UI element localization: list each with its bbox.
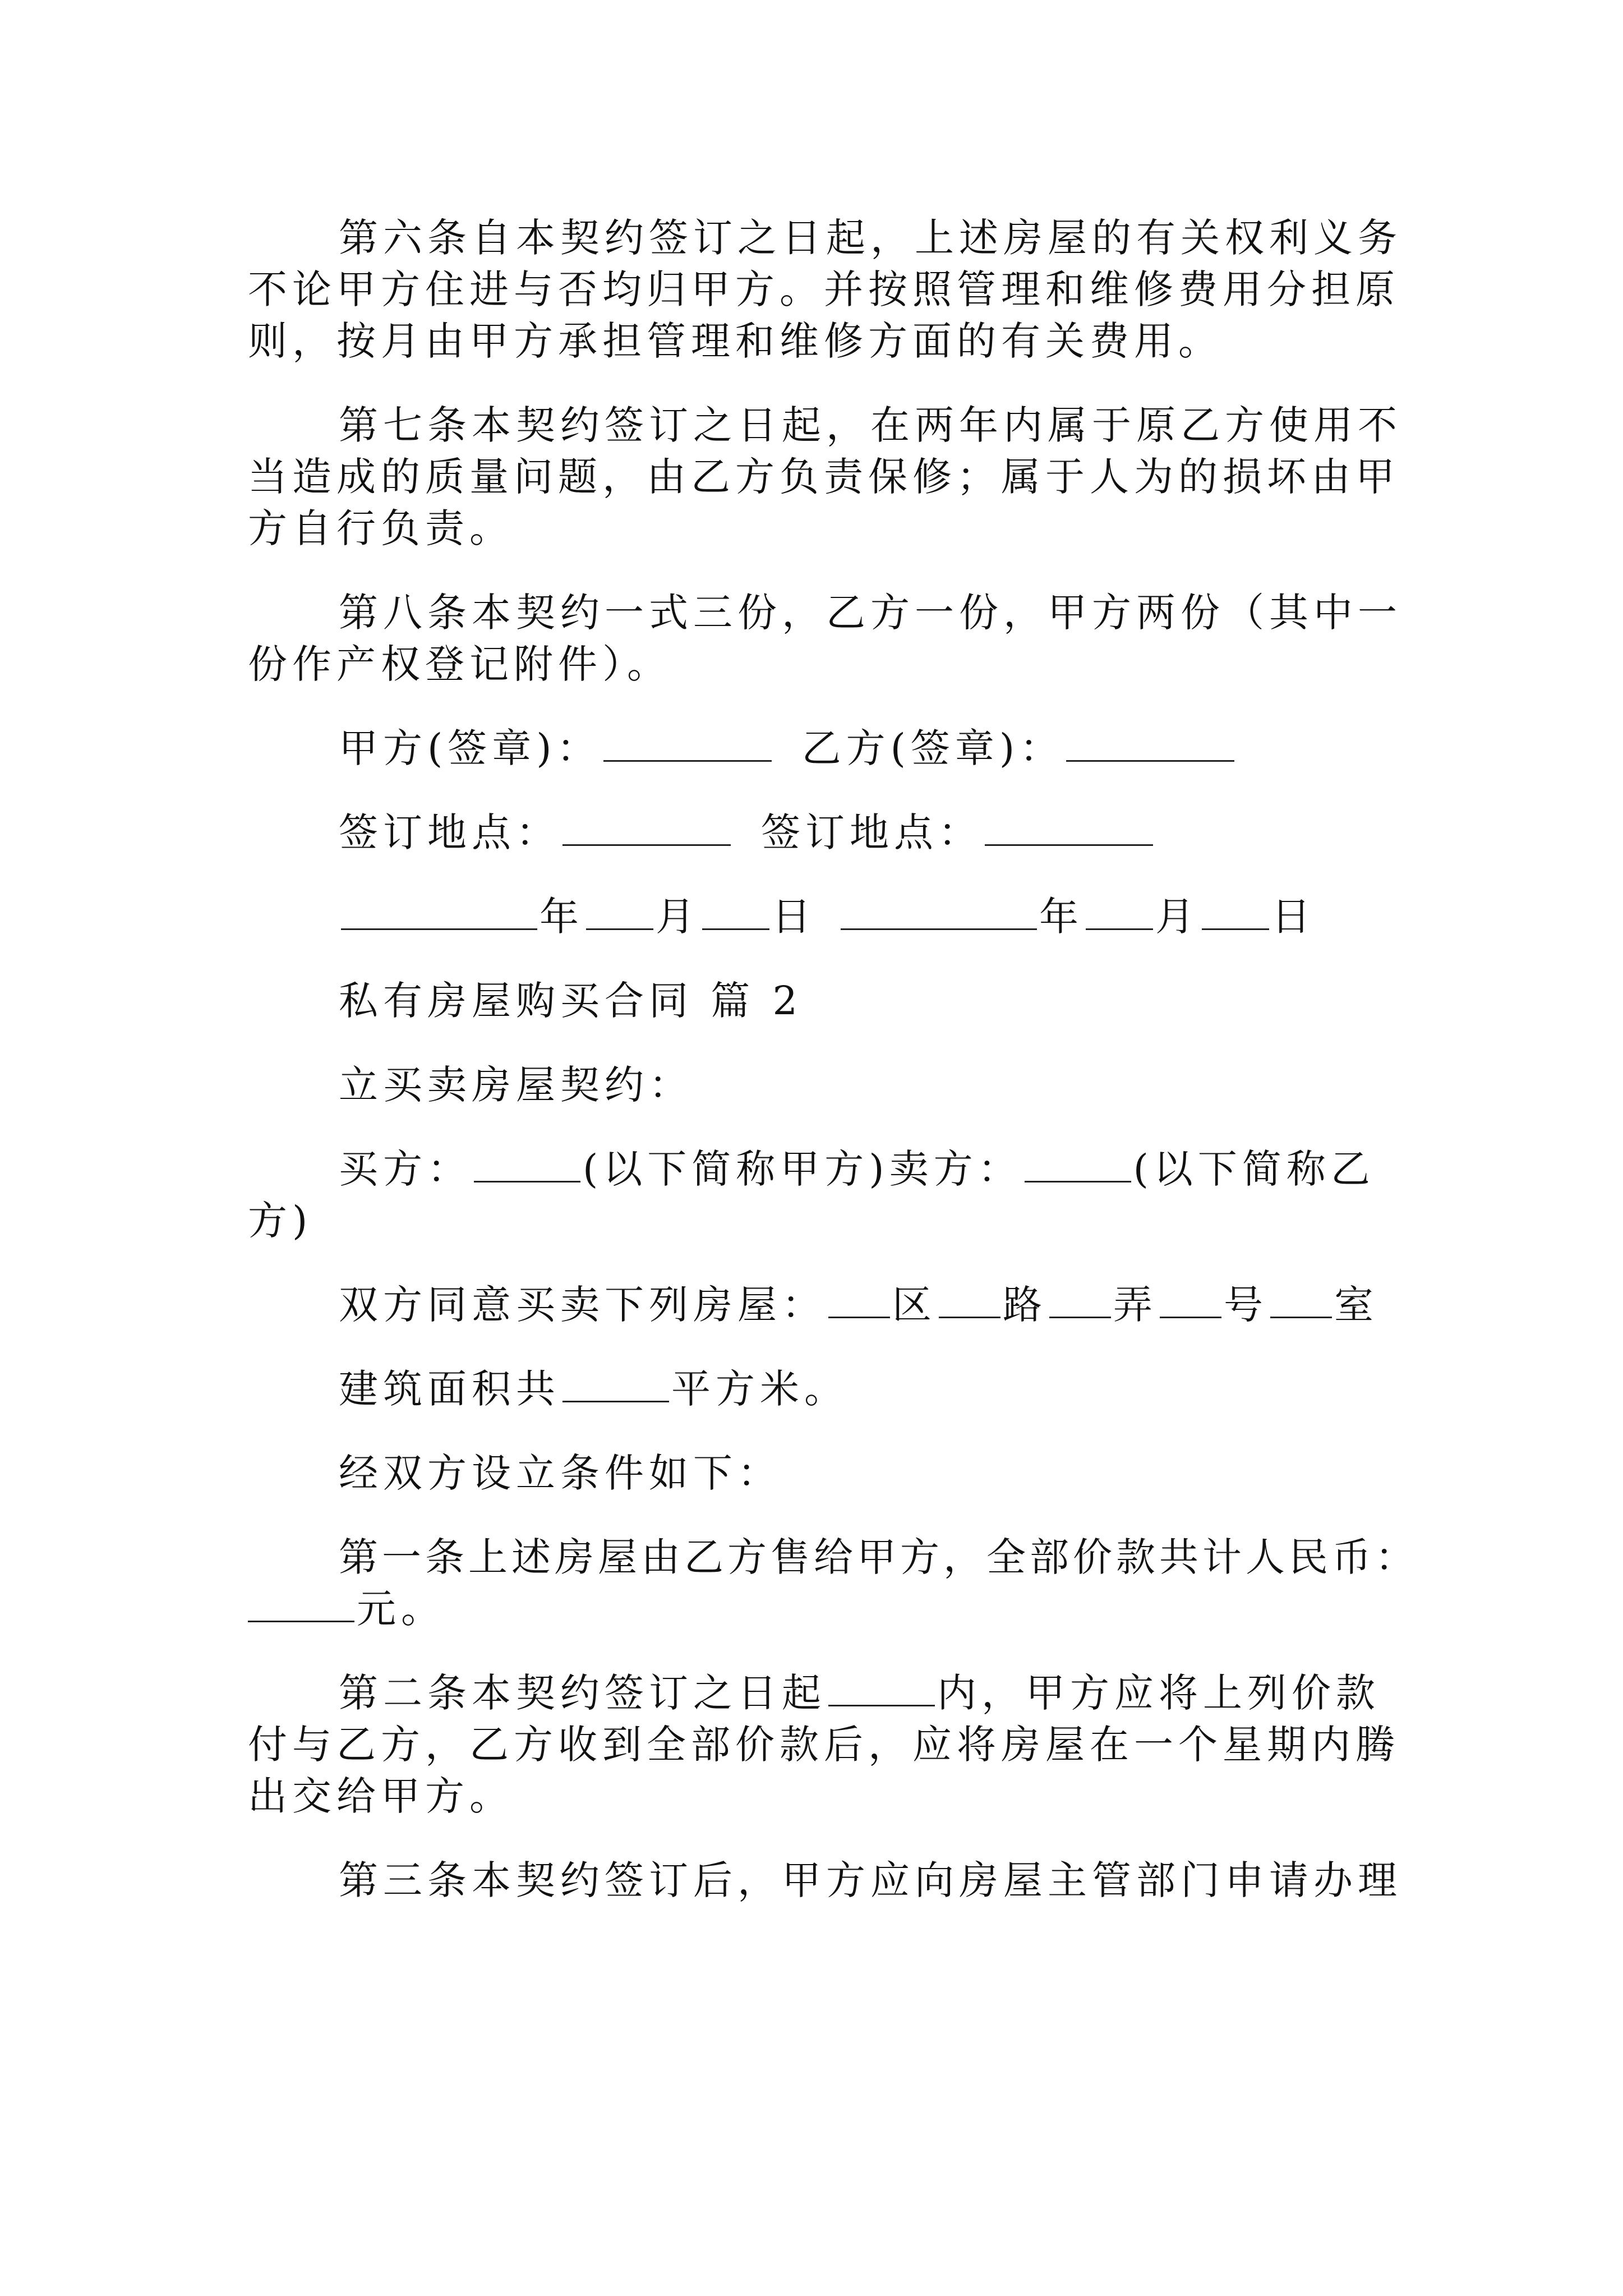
parties-paragraph — [248, 1143, 1386, 1246]
signing-place-b-blank — [985, 807, 1153, 846]
article-8-line-2: 份作产权登记附件）。 — [248, 641, 671, 687]
house-address-row — [248, 1279, 1386, 1331]
seller-label: 卖方： — [889, 1146, 1022, 1192]
date-b-day-blank — [1202, 891, 1269, 930]
room-blank — [1270, 1280, 1332, 1318]
district-label: 区 — [892, 1282, 937, 1328]
article-6-line-1: 第六条自本契约签订之日起，上述房屋的有关权利义务 — [339, 215, 1402, 261]
date-a-year-label: 年 — [540, 894, 584, 940]
signing-place-a-label: 签订地点： — [339, 809, 560, 855]
date-b-year-label: 年 — [1039, 894, 1083, 940]
article-1-line-2 — [248, 1583, 1386, 1635]
article-2-line-3: 出交给甲方。 — [248, 1773, 514, 1819]
date-b-month-blank — [1086, 891, 1153, 930]
article-6-line-3: 则，按月由甲方承担管理和维修方面的有关费用。 — [248, 318, 1223, 364]
signature-row — [248, 723, 1386, 774]
party-a-signature-label: 甲方(签章)： — [339, 725, 601, 771]
section-2-title: 私有房屋购买合同 篇 2 — [339, 978, 803, 1024]
house-lead: 双方同意买卖下列房屋： — [339, 1282, 826, 1328]
price-blank — [248, 1584, 354, 1622]
building-area-row — [248, 1363, 1386, 1415]
party-a-signature-blank — [603, 723, 772, 762]
article-7-line-2: 当造成的质量问题，由乙方负责保修；属于人为的损坏由甲 — [248, 454, 1400, 500]
article-1-line-1: 第一条上述房屋由乙方售给甲方，全部价款共计人民币： — [339, 1534, 1418, 1580]
area-unit: 平方米。 — [671, 1366, 849, 1412]
buyer-label: 买方： — [339, 1146, 472, 1192]
date-b-month-label: 月 — [1155, 894, 1200, 940]
price-unit: 元。 — [357, 1586, 445, 1632]
article-8-line-1: 第八条本契约一式三份，乙方一份，甲方两份（其中一 — [339, 590, 1402, 636]
date-b-day-label: 日 — [1271, 894, 1316, 940]
date-a-day-blank — [702, 891, 769, 930]
number-blank — [1160, 1280, 1221, 1318]
date-a-day-label: 日 — [772, 894, 816, 940]
lane-blank — [1049, 1280, 1111, 1318]
article-2-cont: 内，甲方应将上列价款 — [937, 1670, 1380, 1716]
signing-place-a-blank — [562, 807, 731, 846]
contract-body — [248, 212, 1418, 1906]
room-label: 室 — [1334, 1282, 1378, 1328]
party-b-signature-blank — [1066, 723, 1234, 762]
signing-place-row — [248, 807, 1386, 858]
area-lead: 建筑面积共 — [339, 1366, 560, 1412]
seller-note: (以下简称乙 — [1133, 1146, 1375, 1192]
payment-period-blank — [828, 1668, 935, 1706]
number-label: 号 — [1224, 1282, 1268, 1328]
area-blank — [562, 1364, 669, 1402]
article-7 — [248, 399, 1402, 554]
parties-line-2: 方) — [248, 1198, 313, 1244]
lane-label: 弄 — [1113, 1282, 1158, 1328]
buyer-blank — [474, 1144, 580, 1182]
article-7-line-3: 方自行负责。 — [248, 505, 514, 551]
conditions-heading: 经双方设立条件如下： — [339, 1450, 782, 1496]
signing-date-row — [248, 891, 1386, 942]
date-a-month-label: 月 — [656, 894, 700, 940]
article-2 — [248, 1667, 1400, 1822]
party-b-signature-label: 乙方(签章)： — [801, 725, 1064, 771]
road-blank — [939, 1280, 1000, 1318]
date-b-year-blank — [841, 891, 1037, 930]
article-3-line-1: 第三条本契约签订后，甲方应向房屋主管部门申请办理 — [339, 1857, 1402, 1903]
article-6-line-2: 不论甲方住进与否均归甲方。并按照管理和维修费用分担原 — [248, 266, 1400, 312]
article-3 — [248, 1855, 1402, 1906]
seller-blank — [1025, 1144, 1131, 1182]
date-a-year-blank — [341, 891, 537, 930]
parties-line-1 — [248, 1143, 1386, 1195]
article-7-line-1: 第七条本契约签订之日起，在两年内属于原乙方使用不 — [339, 402, 1402, 448]
contract-intro: 立买卖房屋契约： — [339, 1062, 693, 1108]
date-a-month-blank — [586, 891, 653, 930]
district-blank — [828, 1280, 890, 1318]
buyer-note: (以下简称甲方) — [583, 1146, 889, 1192]
article-6 — [248, 212, 1402, 367]
article-1 — [248, 1531, 1418, 1635]
article-2-line-1 — [248, 1667, 1386, 1719]
road-label: 路 — [1003, 1282, 1047, 1328]
article-8 — [248, 587, 1402, 690]
article-2-line-2: 付与乙方，乙方收到全部价款后，应将房屋在一个星期内腾 — [248, 1722, 1400, 1768]
signing-place-b-label: 签订地点： — [761, 809, 983, 855]
article-2-lead: 第二条本契约签订之日起 — [339, 1670, 826, 1716]
